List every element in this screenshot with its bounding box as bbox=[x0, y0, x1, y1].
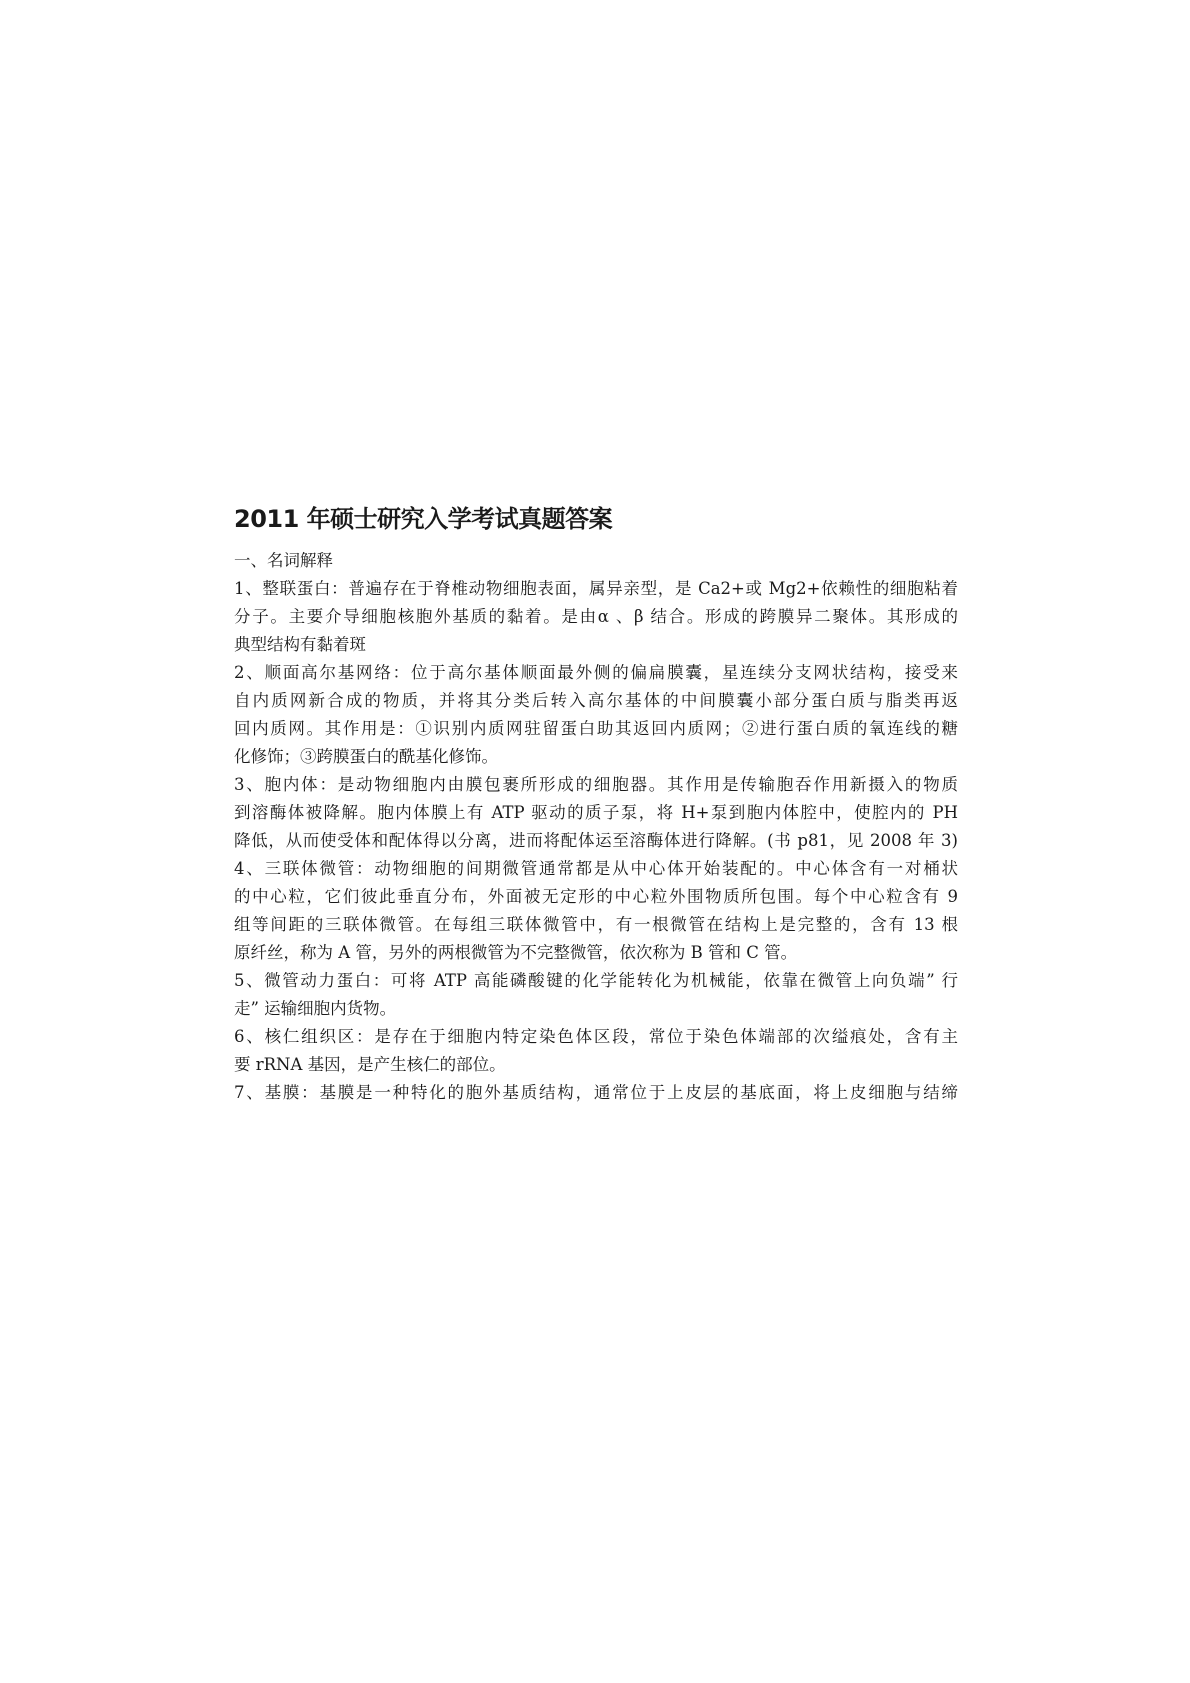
text-line: 到溶酶体被降解。胞内体膜上有 ATP 驱动的质子泵，将 H+泵到胞内体腔中，使腔内的 PH bbox=[234, 803, 958, 822]
text-line: 回内质网。其作用是：①识别内质网驻留蛋白助其返回内质网；②进行蛋白质的氧连线的糖 bbox=[234, 719, 958, 738]
text-line: 5、微管动力蛋白：可将 ATP 高能磷酸键的化学能转化为机械能，依靠在微管上向负端” 行 bbox=[234, 971, 958, 990]
text-line: 分子。主要介导细胞核胞外基质的黏着。是由α 、β 结合。形成的跨膜异二聚体。其形成的 bbox=[234, 607, 958, 626]
text-line: 7、基膜：基膜是一种特化的胞外基质结构，通常位于上皮层的基底面，将上皮细胞与结缔 bbox=[234, 1083, 958, 1102]
text-line: 1、整联蛋白：普遍存在于脊椎动物细胞表面，属异亲型，是 Ca2+或 Mg2+依赖性的细胞粘着 bbox=[234, 579, 958, 598]
text-line: 的中心粒，它们彼此垂直分布，外面被无定形的中心粒外围物质所包围。每个中心粒含有 9 bbox=[234, 887, 958, 906]
text-line: 2、顺面高尔基网络：位于高尔基体顺面最外侧的偏扁膜囊，星连续分支网状结构，接受来 bbox=[234, 663, 958, 682]
section-heading: 一、名词解释 bbox=[234, 551, 333, 570]
text-line: 6、核仁组织区：是存在于细胞内特定染色体区段，常位于染色体端部的次缢痕处，含有主 bbox=[234, 1027, 958, 1046]
text-line: 降低，从而使受体和配体得以分离，进而将配体运至溶酶体进行降解。(书 p81，见 2008 年 3) bbox=[234, 831, 958, 850]
text-line: 4、三联体微管：动物细胞的间期微管通常都是从中心体开始装配的。中心体含有一对桶状 bbox=[234, 859, 958, 878]
document-title: 2011 年硕士研究入学考试真题答案 bbox=[234, 505, 613, 533]
text-line: 3、胞内体：是动物细胞内由膜包裹所形成的细胞器。其作用是传输胞吞作用新摄入的物质 bbox=[234, 775, 958, 794]
text-line: 要 rRNA 基因，是产生核仁的部位。 bbox=[234, 1055, 506, 1074]
text-line: 自内质网新合成的物质，并将其分类后转入高尔基体的中间膜囊小部分蛋白质与脂类再返 bbox=[234, 691, 958, 710]
text-line: 组等间距的三联体微管。在每组三联体微管中，有一根微管在结构上是完整的，含有 13 根 bbox=[234, 915, 958, 934]
text-line: 走” 运输细胞内货物。 bbox=[234, 999, 397, 1018]
document-body bbox=[234, 503, 958, 1107]
text-line: 典型结构有黏着斑 bbox=[234, 635, 366, 654]
text-line: 原纤丝，称为 A 管，另外的两根微管为不完整微管，依次称为 B 管和 C 管。 bbox=[234, 943, 798, 962]
text-line: 化修饰；③跨膜蛋白的酰基化修饰。 bbox=[234, 747, 498, 766]
